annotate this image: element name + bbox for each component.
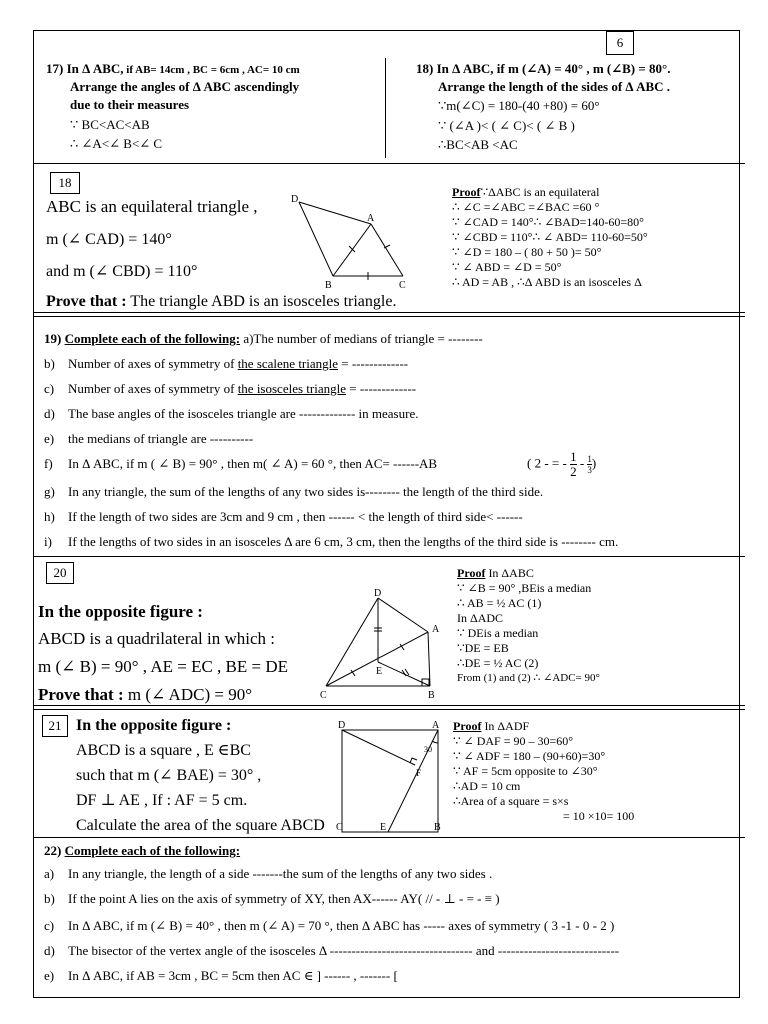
- label-a: A: [432, 624, 440, 635]
- q22-item: [44, 866, 492, 882]
- label-a: A: [367, 213, 375, 224]
- prove-text: The triangle ABD is an isosceles triangle.: [126, 293, 397, 310]
- p21-figure: [334, 716, 450, 836]
- p21-given: In the opposite figure :: [76, 717, 232, 734]
- proof-line: In ΔABC: [485, 566, 534, 580]
- fraction-num: 1: [587, 454, 592, 464]
- q19-title: Complete each of the following:: [64, 331, 241, 346]
- proof-line: ∴ AD = AB , ∴Δ ABD is an isosceles Δ: [452, 275, 642, 289]
- q22-title: Complete each of the following:: [64, 843, 241, 858]
- p21-proof: [453, 719, 634, 824]
- divider: [33, 556, 745, 557]
- q19-item: [44, 356, 408, 372]
- proof-line: ∴AD = 10 cm: [453, 779, 521, 793]
- fraction-num: 1: [570, 449, 577, 464]
- proof-line: ∵ AF = 5cm opposite to ∠30°: [453, 764, 598, 778]
- page-number: 6: [606, 31, 634, 55]
- item-underlined: the scalene triangle: [237, 356, 339, 371]
- proof-label: Proof: [452, 185, 481, 199]
- label-b: B: [325, 280, 332, 290]
- p21-given: such that m (∠ BAE) = 30° ,: [76, 767, 262, 784]
- label-d: D: [374, 588, 382, 599]
- item-text: In Δ ABC, if AB = 3cm , BC = 5cm then AC ∈ ] ------ , ------- [: [68, 968, 398, 983]
- label-f: F: [416, 768, 422, 778]
- proof-line: ∴ ∠C =∠ABC =∠BAC =60 °: [452, 200, 600, 214]
- proof-line: ∴Area of a square = s×s: [453, 794, 569, 808]
- q18-answer: ∴BC<AB <AC: [438, 137, 518, 152]
- label-e: E: [380, 822, 387, 833]
- q18-answer: ∵m(∠C) = 180-(40 +80) = 60°: [438, 98, 600, 113]
- fraction-den: 2: [570, 464, 577, 479]
- q19-item: [44, 431, 253, 447]
- q18-number: 18): [416, 61, 434, 76]
- proof-line: ∵ΔABC is an equilateral: [480, 185, 600, 199]
- item-text: The base angles of the isosceles triangle are ------------- in measure.: [68, 406, 419, 421]
- p18-given: m (∠ CAD) = 140°: [46, 231, 172, 248]
- q19-item: [44, 534, 618, 550]
- item-label: d): [44, 406, 55, 421]
- proof-line: From (1) and (2) ∴ ∠ADC= 90°: [457, 672, 600, 684]
- item-text: The bisector of the vertex angle of the isosceles Δ --------------------------------- and ----------------------------: [68, 943, 620, 958]
- p21-given: Calculate the area of the square ABCD: [76, 817, 325, 834]
- item-text: Number of axes of symmetry of: [68, 381, 238, 396]
- proof-line: ∴ AB = ½ AC (1): [457, 596, 542, 610]
- proof-line: ∵ ∠ DAF = 90 – 30=60°: [453, 734, 574, 748]
- q22-header: [44, 843, 240, 859]
- q17-answer: ∵ BC<AC<AB: [70, 117, 150, 132]
- p20-given: ABCD is a quadrilateral in which :: [38, 629, 276, 648]
- p20-given: In the opposite figure :: [38, 602, 203, 621]
- prove-label: Prove that :: [38, 685, 124, 704]
- problem-number-box: 21: [42, 715, 68, 737]
- q17-header: [46, 60, 300, 79]
- fraction-den: 3: [587, 465, 592, 475]
- q22-item: [44, 918, 614, 934]
- proof-line: ∵DE = EB: [457, 641, 509, 655]
- column-divider: [385, 58, 386, 158]
- item-text: the medians of triangle are ----------: [68, 431, 254, 446]
- item-label: e): [44, 968, 55, 983]
- item-label: f): [44, 456, 53, 471]
- choice-text: ( 2 - = -: [527, 455, 571, 471]
- q17-line: due to their measures: [70, 97, 190, 112]
- label-d: D: [338, 720, 346, 731]
- proof-line: ∵ ∠ ABD = ∠D = 50°: [452, 260, 562, 274]
- q22-item: [44, 943, 619, 959]
- q19-item: [44, 484, 543, 500]
- item-text: In any triangle, the length of a side -------the sum of the lengths of any two sides .: [68, 866, 493, 881]
- q19-f-choices: [527, 450, 596, 479]
- prove-text: m (∠ ADC) = 90°: [123, 685, 252, 704]
- item-underlined: the isosceles triangle: [237, 381, 346, 396]
- q17-title: In Δ ABC,: [66, 61, 124, 76]
- divider: [33, 316, 745, 317]
- proof-line: ∵ ∠CBD = 110°∴ ∠ ABD= 110-60=50°: [452, 230, 648, 244]
- proof-line: ∵ ∠D = 180 – ( 80 + 50 )= 50°: [452, 245, 602, 259]
- p20-proof: [457, 566, 600, 685]
- q19-number: 19): [44, 331, 62, 346]
- q19-item: [44, 381, 416, 397]
- q18-answer: ∵ (∠A )< ( ∠ C)< ( ∠ B ): [438, 118, 575, 133]
- item-label: a): [44, 866, 55, 881]
- proof-label: Proof: [453, 719, 482, 733]
- proof-line: ∵ DEis a median: [457, 626, 539, 640]
- item-text: Number of axes of symmetry of: [68, 356, 238, 371]
- label-b: B: [428, 690, 435, 701]
- q18-line: Arrange the length of the sides of Δ ABC .: [438, 79, 671, 94]
- item-text: If the lengths of two sides in an isosceles Δ are 6 cm, 3 cm, then the lengths of the third side is -------- cm.: [68, 534, 619, 549]
- item-blank: = -------------: [338, 356, 409, 371]
- q19-item: [44, 509, 523, 525]
- proof-line: = 10 ×10= 100: [563, 809, 635, 823]
- p18-prove: [46, 292, 396, 312]
- p20-prove: [38, 684, 252, 706]
- q19-item: [44, 456, 437, 472]
- item-label: h): [44, 509, 55, 524]
- p18-proof: [452, 185, 648, 290]
- q17-given: if AB= 14cm , BC = 6cm , AC= 10 cm: [123, 64, 300, 76]
- divider: [33, 312, 745, 313]
- label-c: C: [320, 690, 327, 701]
- p18-figure: [285, 190, 420, 290]
- problem-number-box: 20: [46, 562, 74, 584]
- problem-number-box: 18: [50, 172, 80, 194]
- q17-number: 17): [46, 61, 64, 76]
- proof-line: ∴DE = ½ AC (2): [457, 656, 539, 670]
- item-text: In Δ ABC, if m (∠ B) = 40° , then m (∠ A) = 70 °, then Δ ABC has ----- axes of symmetry ( 3 -1 - 0 - 2 ): [68, 918, 615, 933]
- label-c: C: [399, 280, 406, 290]
- item-text: In any triangle, the sum of the lengths of any two sides is-------- the length of the third side.: [68, 484, 544, 499]
- label-b: B: [434, 822, 441, 833]
- q18-title: In Δ ABC, if m (∠A) = 40° , m (∠B) = 80°.: [436, 61, 671, 76]
- divider: [33, 709, 745, 710]
- p18-given: and m (∠ CBD) = 110°: [46, 263, 198, 280]
- divider: [33, 837, 745, 838]
- divider: [33, 163, 745, 164]
- item-label: i): [44, 534, 52, 549]
- item-label: e): [44, 431, 55, 446]
- prove-label: Prove that :: [46, 293, 127, 310]
- item-text: If the length of two sides are 3cm and 9 cm , then ------ < the length of third side< ------: [68, 509, 523, 524]
- proof-line: ∵ ∠CAD = 140°∴ ∠BAD=140-60=80°: [452, 215, 644, 229]
- item-text: In Δ ABC, if m ( ∠ B) = 90° , then m( ∠ A) = 60 °, then AC= ------AB: [68, 456, 438, 471]
- p20-given: m (∠ B) = 90° , AE = EC , BE = DE: [38, 657, 289, 676]
- q17-answer: ∴ ∠A<∠ B<∠ C: [70, 136, 163, 151]
- q22-number: 22): [44, 843, 62, 858]
- item-label: c): [44, 918, 55, 933]
- item-label: b): [44, 356, 55, 371]
- item-label: b): [44, 891, 55, 906]
- item-label: c): [44, 381, 55, 396]
- q19-item: [44, 406, 418, 422]
- q18-header: [416, 60, 671, 78]
- label-e: E: [376, 666, 383, 677]
- q19-item-a: a)The number of medians of triangle = --------: [240, 331, 483, 346]
- label-c: C: [336, 822, 343, 833]
- angle-label: 30: [424, 745, 432, 754]
- proof-line: ∵ ∠ ADF = 180 – (90+60)=30°: [453, 749, 606, 763]
- p21-given: ABCD is a square , E ∈BC: [76, 742, 251, 759]
- q19-header: [44, 331, 483, 347]
- item-label: d): [44, 943, 55, 958]
- choice-text: ): [591, 455, 597, 471]
- p21-given: DF ⊥ AE , If : AF = 5 cm.: [76, 792, 248, 809]
- item-label: g): [44, 484, 55, 499]
- p20-figure: [318, 584, 442, 702]
- proof-line: In ΔADC: [457, 611, 504, 625]
- item-blank: = -------------: [346, 381, 417, 396]
- proof-line: In ΔADF: [481, 719, 530, 733]
- q22-item: [44, 891, 500, 907]
- item-text: If the point A lies on the axis of symmetry of XY, then AX------ AY( // - ⊥ - = - ≡ ): [68, 891, 500, 906]
- p18-given: ABC is an equilateral triangle ,: [46, 197, 258, 216]
- choice-text: -: [576, 455, 588, 471]
- q22-item: [44, 968, 398, 984]
- proof-label: Proof: [457, 566, 486, 580]
- q17-line: Arrange the angles of Δ ABC ascendingly: [70, 79, 300, 94]
- label-d: D: [291, 194, 299, 205]
- proof-line: ∵ ∠B = 90° ,BEis a median: [457, 581, 592, 595]
- label-a: A: [432, 720, 440, 731]
